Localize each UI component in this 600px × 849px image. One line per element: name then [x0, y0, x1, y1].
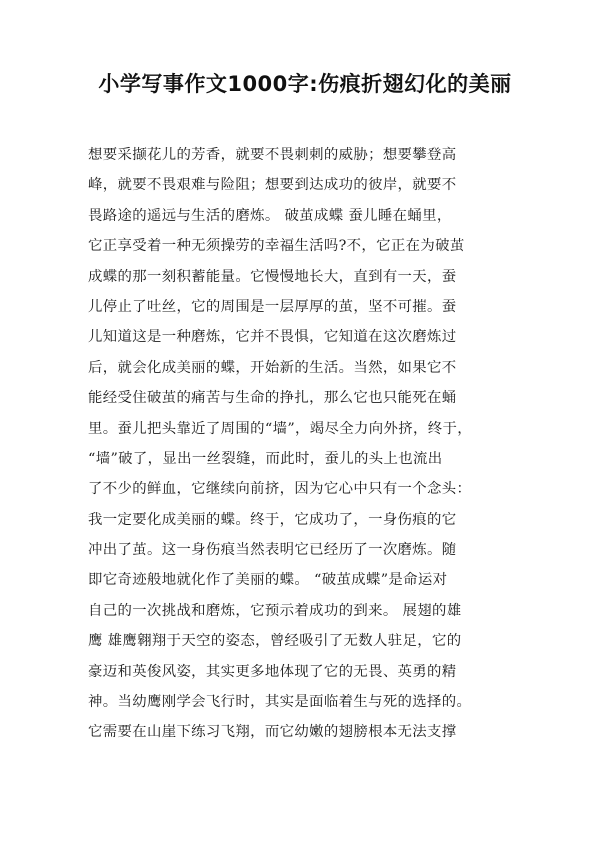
- document-body: [88, 140, 528, 748]
- body-line: 后，就会化成美丽的蝶，开始新的生活。当然，如果它不: [88, 359, 457, 376]
- body-line: 儿停止了吐丝，它的周围是一层厚厚的茧，坚不可摧。蚕: [88, 298, 457, 315]
- body-line: 鹰 雄鹰翱翔于天空的姿态，曾经吸引了无数人驻足，它的: [88, 633, 462, 650]
- body-line: 它正享受着一种无须操劳的幸福生活吗?不，它正在为破茧: [88, 238, 465, 255]
- body-line: 即它奇迹般地就化作了美丽的蝶。 “破茧成蝶”是命运对: [88, 572, 448, 589]
- body-line: 它需要在山崖下练习飞翔，而它幼嫩的翅膀根本无法支撑: [88, 724, 457, 741]
- body-line: 峰，就要不畏艰难与险阻；想要到达成功的彼岸，就要不: [88, 177, 457, 194]
- body-line: 儿知道这是一种磨炼，它并不畏惧，它知道在这次磨炼过: [88, 329, 457, 346]
- body-line: 里。蚕儿把头靠近了周围的“墙”，竭尽全力向外挤，终于，: [88, 420, 472, 437]
- body-line: 我一定要化成美丽的蝶。终于，它成功了，一身伤痕的它: [88, 511, 457, 528]
- body-line: 自己的一次挑战和磨炼，它预示着成功的到来。 展翅的雄: [88, 602, 462, 619]
- body-line: 能经受住破茧的痛苦与生命的挣扎，那么它也只能死在蛹: [88, 390, 457, 407]
- body-line: 神。当幼鹰刚学会飞行时，其实是面临着生与死的选择的。: [88, 694, 472, 711]
- body-line: 畏路途的遥远与生活的磨炼。 破茧成蝶 蚕儿睡在蛹里，: [88, 207, 452, 224]
- body-line: 成蝶的那一刻积蓄能量。它慢慢地长大，直到有一天，蚕: [88, 268, 457, 285]
- body-line: 冲出了茧。这一身伤痕当然表明它已经历了一次磨炼。随: [88, 542, 457, 559]
- body-line: 豪迈和英俊风姿，其实更多地体现了它的无畏、英勇的精: [88, 663, 457, 680]
- body-line: 想要采撷花儿的芳香，就要不畏刺刺的威胁；想要攀登高: [88, 147, 457, 163]
- body-line: 了不少的鲜血，它继续向前挤，因为它心中只有一个念头：: [88, 481, 472, 498]
- body-line: “墙”破了，显出一丝裂缝，而此时，蚕儿的头上也流出: [88, 450, 443, 467]
- document-title: 小学写事作文1000字:伤痕折翅幻化的美丽: [98, 72, 512, 96]
